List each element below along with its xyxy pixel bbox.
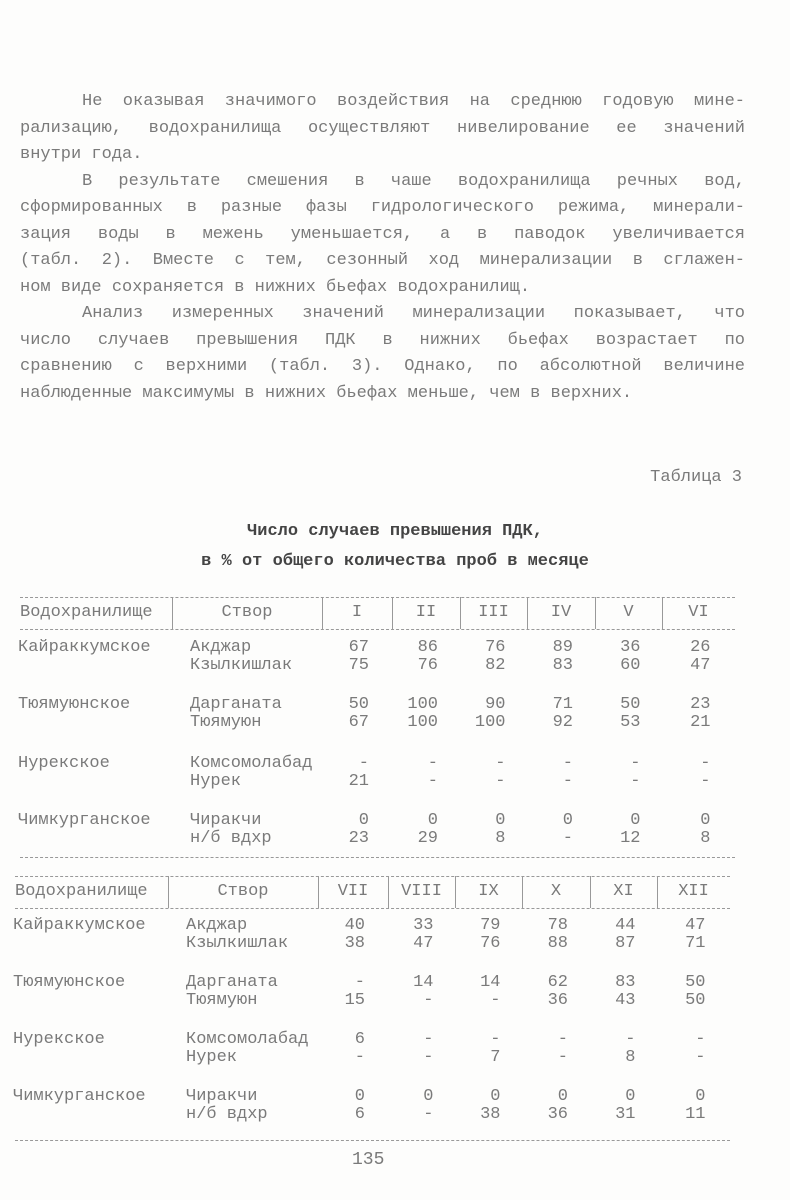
- station-name: Чиракчи: [186, 1087, 258, 1106]
- value-cell: 6: [354, 1105, 365, 1124]
- value-cell: 0: [423, 1087, 434, 1106]
- value-cell: 8: [700, 829, 711, 848]
- value-cell: 38: [480, 1105, 501, 1124]
- value-cell: 76: [417, 656, 438, 675]
- text-line: внутри года.: [20, 145, 143, 164]
- value-cell: 8: [495, 829, 506, 848]
- value-cell: 21: [690, 713, 711, 732]
- text-line: Анализ измеренных значений минерализации показывает, что: [82, 304, 745, 323]
- value-cell: 47: [413, 934, 434, 953]
- value-cell: 76: [485, 638, 506, 657]
- value-cell: -: [423, 1048, 434, 1067]
- value-cell: 76: [480, 934, 501, 953]
- value-cell: 31: [615, 1105, 636, 1124]
- value-cell: 71: [552, 695, 573, 714]
- column-header: IV: [550, 603, 572, 622]
- column-header: III: [478, 603, 509, 622]
- value-cell: 23: [690, 695, 711, 714]
- value-cell: -: [490, 991, 501, 1010]
- column-header: VII: [337, 882, 369, 901]
- value-cell: 14: [413, 973, 434, 992]
- value-cell: 67: [348, 638, 369, 657]
- station-name: Дарганата: [186, 973, 278, 992]
- value-cell: 40: [344, 916, 365, 935]
- table-rule: [20, 629, 735, 630]
- value-cell: 100: [407, 713, 438, 732]
- value-cell: 33: [413, 916, 434, 935]
- station-name: Нурек: [186, 1048, 238, 1067]
- value-cell: 92: [552, 713, 573, 732]
- table-rule: [20, 597, 735, 598]
- value-cell: -: [700, 772, 711, 791]
- reservoir-name: Нурекское: [13, 1030, 105, 1049]
- value-cell: 38: [344, 934, 365, 953]
- station-name: н/б вдхр: [186, 1105, 268, 1124]
- value-cell: -: [495, 772, 506, 791]
- station-name: Комсомолабад: [186, 1030, 309, 1049]
- table-rule: [15, 908, 730, 909]
- value-cell: 86: [417, 638, 438, 657]
- reservoir-name: Тюямуюнское: [18, 695, 131, 714]
- value-cell: 90: [485, 695, 506, 714]
- value-cell: 0: [557, 1087, 568, 1106]
- reservoir-name: Нурекское: [18, 754, 110, 773]
- reservoir-name: Чимкурганское: [13, 1087, 146, 1106]
- table-rule: [15, 1140, 730, 1141]
- value-cell: 0: [630, 811, 641, 830]
- station-name: Чиракчи: [190, 811, 262, 830]
- value-cell: -: [423, 1030, 434, 1049]
- value-cell: 83: [615, 973, 636, 992]
- value-cell: 0: [495, 811, 506, 830]
- value-cell: 50: [348, 695, 369, 714]
- value-cell: 87: [615, 934, 636, 953]
- column-header: Водохранилище: [20, 603, 153, 622]
- value-cell: 6: [354, 1030, 365, 1049]
- value-cell: -: [562, 829, 573, 848]
- reservoir-name: Кайраккумское: [13, 916, 146, 935]
- table-rule: [20, 857, 735, 858]
- station-name: н/б вдхр: [190, 829, 272, 848]
- column-header: X: [550, 882, 562, 901]
- column-header: VIII: [401, 882, 442, 901]
- reservoir-name: Тюямуюнское: [13, 973, 126, 992]
- value-cell: 11: [685, 1105, 706, 1124]
- value-cell: 50: [685, 973, 706, 992]
- value-cell: -: [354, 973, 365, 992]
- page-number: 135: [352, 1150, 385, 1170]
- value-cell: 53: [620, 713, 641, 732]
- value-cell: 100: [407, 695, 438, 714]
- text-line: ном виде сохраняется в нижних бьефах водохранилищ.: [20, 277, 531, 297]
- value-cell: -: [427, 772, 438, 791]
- value-cell: 60: [620, 656, 641, 675]
- value-cell: -: [557, 1030, 568, 1049]
- column-header: XI: [613, 882, 634, 901]
- value-cell: -: [630, 754, 641, 773]
- column-header: II: [415, 603, 437, 622]
- station-name: Дарганата: [190, 695, 282, 714]
- value-cell: 0: [427, 811, 438, 830]
- station-name: Кзылкишлак: [190, 656, 293, 675]
- value-cell: 71: [685, 934, 706, 953]
- station-name: Кзылкишлак: [186, 934, 289, 953]
- value-cell: 8: [625, 1048, 636, 1067]
- value-cell: 29: [417, 829, 438, 848]
- text-line: В результате смешения в чаше водохранилища речных вод,: [82, 171, 745, 191]
- column-header: VI: [688, 603, 709, 622]
- value-cell: -: [695, 1048, 706, 1067]
- value-cell: -: [695, 1030, 706, 1049]
- value-cell: 36: [620, 638, 641, 657]
- value-cell: -: [490, 1030, 501, 1049]
- text-line: сформированных в разные фазы гидрологического режима, минерали-: [20, 198, 745, 217]
- value-cell: 47: [690, 656, 711, 675]
- value-cell: 7: [490, 1048, 501, 1067]
- station-name: Тюямуюн: [190, 713, 262, 732]
- text-line: Не оказывая значимого воздействия на среднюю годовую мине-: [82, 92, 745, 111]
- table-title-line-1: Число случаев превышения ПДК,: [247, 522, 543, 541]
- value-cell: 0: [354, 1087, 365, 1106]
- value-cell: 15: [344, 991, 365, 1010]
- column-header: Створ: [221, 603, 273, 622]
- value-cell: 88: [547, 934, 568, 953]
- reservoir-name: Кайраккумское: [18, 638, 151, 657]
- value-cell: -: [557, 1048, 568, 1067]
- value-cell: -: [562, 754, 573, 773]
- text-line: сравнению с верхними (табл. 3). Однако, по абсолютной величине: [20, 357, 745, 376]
- value-cell: 47: [685, 916, 706, 935]
- value-cell: 12: [620, 829, 641, 848]
- text-line: зация воды в межень уменьшается, а в паводок увеличивается: [20, 224, 745, 244]
- value-cell: 75: [348, 656, 369, 675]
- value-cell: 26: [690, 638, 711, 657]
- value-cell: 21: [348, 772, 369, 791]
- column-header: XII: [678, 882, 709, 901]
- value-cell: 79: [480, 916, 501, 935]
- column-header: Водохранилище: [15, 882, 148, 901]
- value-cell: -: [700, 754, 711, 773]
- table-rule: [15, 876, 730, 877]
- value-cell: -: [630, 772, 641, 791]
- value-cell: 62: [547, 973, 568, 992]
- station-name: Акджар: [190, 638, 252, 657]
- value-cell: 89: [552, 638, 573, 657]
- value-cell: 67: [348, 713, 369, 732]
- text-line: рализацию, водохранилища осуществляют нивелирование ее значений: [20, 118, 745, 138]
- value-cell: 0: [700, 811, 711, 830]
- value-cell: 0: [625, 1087, 636, 1106]
- value-cell: 36: [547, 1105, 568, 1124]
- table-title-line-2: в % от общего количества проб в месяце: [201, 552, 589, 571]
- value-cell: 0: [490, 1087, 501, 1106]
- value-cell: 44: [615, 916, 636, 935]
- value-cell: 36: [547, 991, 568, 1010]
- value-cell: 78: [547, 916, 568, 935]
- station-name: Акджар: [186, 916, 248, 935]
- value-cell: -: [562, 772, 573, 791]
- text-line: (табл. 2). Вместе с тем, сезонный ход минерализации в сглажен-: [20, 251, 745, 270]
- value-cell: 14: [480, 973, 501, 992]
- column-header: Створ: [217, 882, 269, 901]
- value-cell: 0: [562, 811, 573, 830]
- value-cell: 82: [485, 656, 506, 675]
- value-cell: 0: [695, 1087, 706, 1106]
- value-cell: 23: [348, 829, 369, 848]
- column-header: IX: [478, 882, 499, 901]
- table-caption: Таблица 3: [650, 468, 742, 487]
- station-name: Нурек: [190, 772, 242, 791]
- station-name: Тюямуюн: [186, 991, 258, 1010]
- value-cell: 43: [615, 991, 636, 1010]
- value-cell: -: [354, 1048, 365, 1067]
- value-cell: -: [625, 1030, 636, 1049]
- value-cell: 50: [685, 991, 706, 1010]
- reservoir-name: Чимкурганское: [18, 811, 151, 830]
- value-cell: -: [427, 754, 438, 773]
- value-cell: 100: [474, 713, 506, 732]
- column-header: I: [351, 603, 363, 622]
- station-name: Комсомолабад: [190, 754, 313, 773]
- value-cell: -: [358, 754, 369, 773]
- column-header: V: [623, 603, 634, 622]
- text-line: наблюденные максимумы в нижних бьефах меньше, чем в верхних.: [20, 383, 633, 403]
- value-cell: 0: [358, 811, 369, 830]
- value-cell: -: [423, 1105, 434, 1124]
- value-cell: -: [423, 991, 434, 1010]
- text-line: число случаев превышения ПДК в нижних бьефах возрастает по: [20, 330, 745, 350]
- value-cell: 50: [620, 695, 641, 714]
- value-cell: -: [495, 754, 506, 773]
- value-cell: 83: [552, 656, 573, 675]
